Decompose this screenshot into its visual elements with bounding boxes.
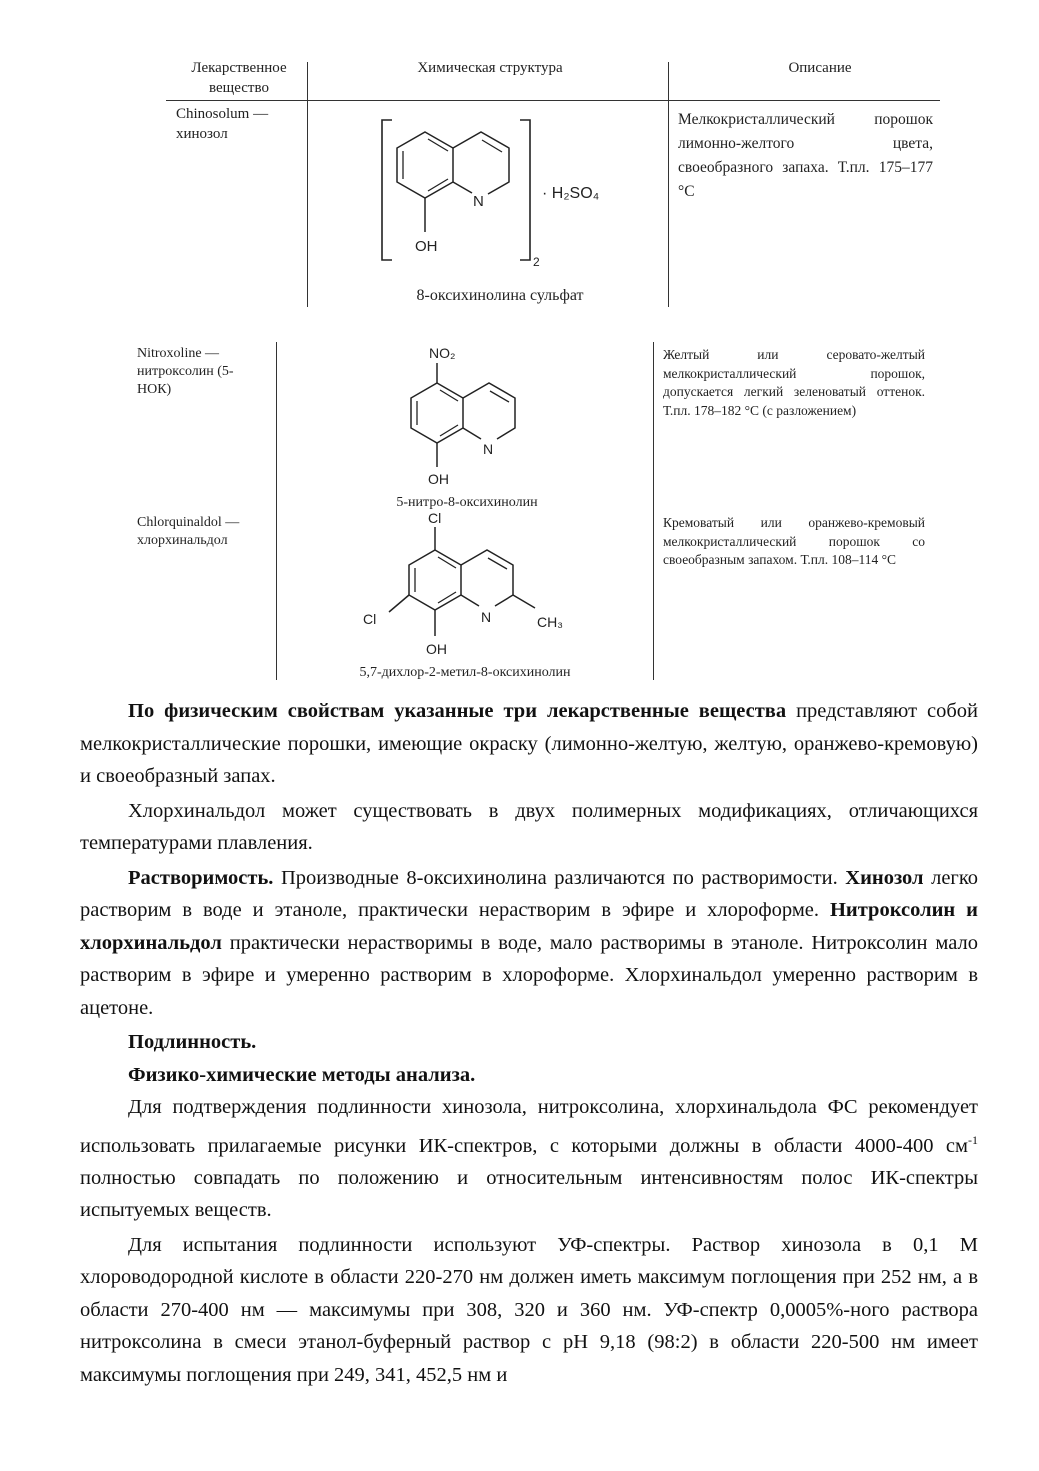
salt-label: · H₂SO₄	[542, 185, 600, 202]
methyl-label: CH₃	[537, 614, 563, 630]
paragraph-solubility	[80, 862, 978, 1025]
structure-nitroxoline	[390, 343, 550, 493]
header-structure: Химическая структура	[417, 60, 563, 76]
bracket-subscript: 2	[533, 255, 540, 269]
header-description: Описание	[788, 60, 852, 76]
left-bracket	[382, 120, 392, 260]
paragraph-uv-spectra: Для испытания подлинности используют УФ-спектры. Раствор хинозола в 0,1 М хлороводородной кислоте в области 220-270 нм должен иметь максимум поглощения при 252 нм, а в области 270-400 нм — максимумы при 308, 320 и 360 нм. УФ-спектр 0,0005%-ного раствора нитроксолина в смеси этанол-буферный раствор с рН 9,18 (98:2) в области 220-500 нм имеет максимумы поглощения при 249, 341, 452,5 нм и	[80, 1233, 978, 1386]
benzene-ring	[409, 550, 461, 610]
drug-latin: Chinosolum —	[176, 106, 269, 122]
drug-name	[176, 104, 301, 144]
paragraph-polymorphism: Хлорхинальдол может существовать в двух полимерных модификациях, отличающихся температурами плавления.	[80, 799, 978, 854]
paragraph-physical-properties	[80, 695, 978, 793]
structure-chinosol	[370, 110, 620, 300]
paragraph-text: полностью совпадать по положению и относительным интенсивностям полос ИК-спектры испытуемых веществ.	[80, 1166, 978, 1222]
drug-latin: Chlorquinaldol —	[137, 515, 240, 530]
heading-authenticity: Подлинность.	[128, 1031, 257, 1053]
column-line	[276, 342, 277, 680]
nitrogen-label: N	[473, 193, 484, 210]
paragraph-text: легко растворим в воде и этаноле, практически нерастворим в эфире и хлороформе.	[80, 866, 979, 921]
chlorine-label: Cl	[363, 611, 377, 627]
hydroxyl-label: OH	[415, 238, 438, 255]
drug-name	[137, 345, 265, 399]
paragraph-text: Производные 8-оксихинолина различаются по растворимости.	[273, 866, 846, 889]
drug-russian: хлорхинальдол	[137, 533, 228, 548]
drug-russian: хинозол	[176, 126, 228, 142]
hydroxyl-label: OH	[428, 471, 449, 487]
pyridine-ring	[463, 383, 515, 439]
paragraph-text: Для подтверждения подлинности хинозола, нитроксолина, хлорхинальдола ФС рекомендует использовать прилагаемые рисунки ИК-спектров, с которыми должны в области 4000-400 см	[80, 1096, 978, 1157]
solubility-heading: Растворимость.	[128, 866, 274, 889]
column-line	[307, 62, 308, 307]
benzene-ring	[411, 383, 463, 443]
drug-name	[137, 514, 269, 550]
nitrogen-label: N	[481, 609, 492, 625]
paragraph-text: практически нерастворимы в воде, мало растворимы в этаноле. Нитроксолин мало растворим в эфире и умеренно растворим в хлороформе. Хлорхинальдол умеренно растворим в ацетоне.	[80, 931, 978, 1019]
header-drug: Лекарственное вещество	[191, 60, 287, 96]
paragraph-ir-spectra	[80, 1091, 978, 1227]
benzene-ring	[397, 132, 453, 198]
superscript: -1	[968, 1132, 978, 1147]
column-line	[668, 62, 669, 307]
right-bracket	[520, 120, 530, 260]
bold-phrase: По физическим свойствам указанные три лекарственные вещества	[128, 700, 787, 722]
drug-latin: Nitroxoline —	[137, 346, 220, 361]
structure-caption: 8-оксихинолина сульфат	[416, 287, 584, 304]
bold-phrase: Хинозол	[845, 866, 924, 889]
drug-description: Мелкокристаллический порошок лимонно-желтого цвета, своеобразного запаха. Т.пл. 175–177 °С	[678, 111, 933, 200]
drug-description: Кремоватый или оранжево-кремовый мелкокристаллический порошок со своеобразным запахом. Т.пл. 108–114 °С	[663, 515, 925, 567]
drug-description: Желтый или серовато-желтый мелкокристаллический порошок, допускается легкий зеленоватый оттенок. Т.пл. 178–182 °С (с разложением)	[663, 347, 925, 418]
column-line	[653, 342, 654, 680]
header-divider	[166, 100, 940, 101]
chlorine-label: Cl	[428, 510, 442, 526]
pyridine-ring	[453, 132, 509, 194]
structure-caption: 5,7-дихлор-2-метил-8-оксихинолин	[359, 665, 571, 680]
structure-chlorquinaldol	[355, 508, 595, 663]
heading-methods: Физико-химические методы анализа.	[128, 1063, 476, 1086]
hydroxyl-label: OH	[426, 641, 447, 657]
body-text	[80, 695, 978, 1393]
nitrogen-label: N	[483, 441, 494, 457]
structure-caption: 5-нитро-8-оксихинолин	[396, 495, 538, 510]
nitro-label: NO₂	[429, 345, 456, 361]
bold-phrase: Нитроксолин и хлорхинальдол	[80, 899, 978, 954]
paragraph-text: представляют собой мелкокристаллические порошки, имеющие окраску (лимонно-желтую, желтую, оранжево-кремовую) и своеобразный запах.	[80, 700, 978, 787]
drug-russian: нитроксолин (5-НОК)	[137, 364, 234, 397]
pyridine-ring	[461, 550, 513, 606]
